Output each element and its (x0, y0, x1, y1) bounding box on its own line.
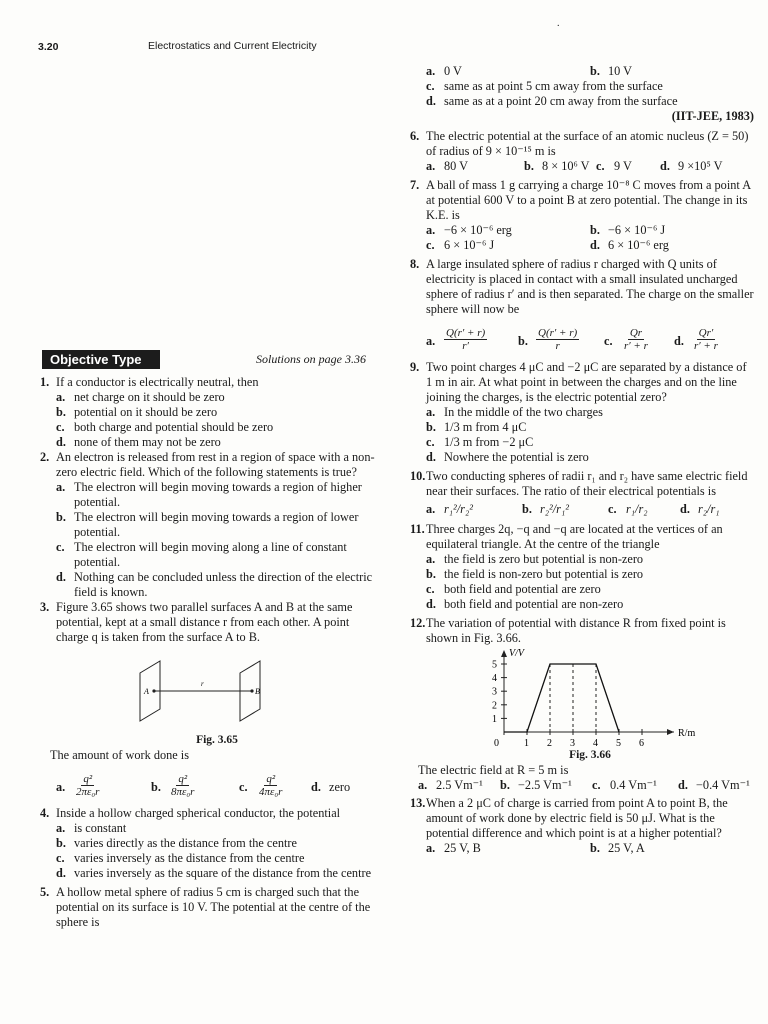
question-13 (412, 796, 754, 856)
option-d: d. both field and potential are non-zero (426, 597, 624, 611)
question-7 (412, 178, 754, 253)
option-a: a. 2.5 Vm⁻¹ (418, 778, 483, 792)
label-b: B (255, 687, 260, 696)
y-tick-label: 4 (492, 673, 497, 685)
option-d: d. same as at a point 20 cm away from the surface (426, 94, 678, 108)
option-c: c. The electron will begin moving along a line of constant potential. (56, 540, 347, 569)
option-b: b. potential on it should be zero (56, 405, 218, 419)
question-5 (42, 885, 378, 930)
question-8 (412, 257, 754, 352)
question-number: 11. (410, 522, 425, 536)
question-number: 4. (40, 806, 50, 820)
question-3 (42, 600, 378, 798)
label-a: A (144, 687, 149, 696)
options-grid (426, 223, 754, 253)
question-10 (412, 469, 754, 517)
question-2 (42, 450, 378, 600)
option-c: c. 6 × 10⁻⁶ J (426, 238, 495, 252)
question-text: Two point charges 4 μC and −2 μC are separated by a distance of 1 m in air. At what point in between the charges and on the line joining the charges, is the electric potential zero? (426, 360, 747, 404)
option-b: b. the field is non-zero but potential is zero (426, 567, 644, 581)
question-prompt: The electric field at R = 5 m is (418, 763, 569, 777)
page-number: 3.20 (38, 41, 59, 53)
option-d: d. none of them may not be zero (56, 435, 221, 449)
question-text: A large insulated sphere of radius r charged with Q units of electricity is placed in contact with a small insulated uncharged sphere of radius r′ and is then separated. The charge on the smaller sphere will now be (426, 257, 754, 316)
option-a: a. The electron will begin moving towards a region of higher potential. (56, 480, 362, 509)
question-number: 6. (410, 129, 420, 143)
question-11 (412, 522, 754, 612)
option-b: b. 1/3 m from 4 μC (426, 420, 527, 434)
exam-source: (IIT-JEE, 1983) (671, 109, 754, 123)
question-text: A hollow metal sphere of radius 5 cm is charged such that the potential on its surface is 10 V. The potential at the centre of the sphere is (56, 885, 371, 929)
y-tick-label: 3 (492, 686, 497, 698)
section-header (42, 350, 378, 369)
option-d: d. −0.4 Vm⁻¹ (678, 778, 750, 792)
option-b: b. −6 × 10⁻⁶ J (590, 223, 666, 237)
option-a: a. net charge on it should be zero (56, 390, 225, 404)
question-text: Inside a hollow charged spherical conductor, the potential (56, 806, 341, 820)
option-d: d. varies inversely as the square of the distance from the centre (56, 866, 372, 880)
question-number: 7. (410, 178, 420, 192)
x-tick-label: 3 (570, 738, 575, 748)
option-c: c. $\frac{\text{q²}}{\text{4πε₀r}}$ (239, 773, 283, 798)
options-row (412, 778, 754, 793)
x-axis-arrow (667, 729, 674, 735)
question-text: An electron is released from rest in a region of space with a non-zero electric field. Which of the following statements is true? (56, 450, 375, 479)
figure-caption: Fig. 3.65 (196, 734, 238, 746)
x-tick-label: 0 (494, 738, 499, 748)
question-number: 9. (410, 360, 420, 374)
option-b: b. 25 V, A (590, 841, 645, 855)
x-tick-label: 4 (593, 738, 598, 748)
question-5-options (412, 64, 754, 124)
figure-3-66 (426, 648, 754, 748)
running-title: Electrostatics and Current Electricity (148, 40, 317, 52)
question-text: The electric potential at the surface of an atomic nucleus (Z = 50) of radius of 9 × 10⁻¹⁵ m is (426, 129, 749, 158)
x-tick-label: 2 (547, 738, 552, 748)
option-a: a. 80 V (426, 159, 469, 173)
option-c: c. 0.4 Vm⁻¹ (592, 778, 657, 792)
option-a: a. In the middle of the two charges (426, 405, 603, 419)
option-a: a. r₁²/r₂² (426, 502, 473, 516)
option-a: a. −6 × 10⁻⁶ erg (426, 223, 512, 237)
option-b: b. varies directly as the distance from the centre (56, 836, 297, 850)
question-4 (42, 806, 378, 881)
question-number: 12. (410, 616, 426, 630)
question-prompt: The amount of work done is (50, 748, 189, 762)
question-text: Figure 3.65 shows two parallel surfaces A and B at the same potential, kept at a small distance r from each other. A point charge q is taken from the surface A to B. (56, 600, 353, 644)
question-text: A ball of mass 1 g carrying a charge 10⁻⁸ C moves from a point A at potential 600 V to a point B at zero potential. The change in its K.E. is (426, 178, 751, 222)
option-b: b. −2.5 Vm⁻¹ (500, 778, 572, 792)
option-b: b. 10 V (590, 64, 633, 78)
options-row (426, 159, 754, 174)
question-1 (42, 375, 378, 450)
question-number: 10. (410, 469, 426, 483)
option-d: d. Nowhere the potential is zero (426, 450, 589, 464)
question-number: 1. (40, 375, 50, 389)
option-b: b. $\frac{Q(r' + r)}{r}$ (518, 327, 578, 352)
option-c: c. 1/3 m from −2 μC (426, 435, 534, 449)
option-c: c. same as at point 5 cm away from the surface (426, 79, 663, 93)
option-a: a. is constant (56, 821, 127, 835)
question-text: The variation of potential with distance R from fixed point is shown in Fig. 3.66. (426, 616, 726, 645)
options-row (426, 327, 754, 352)
question-text: When a 2 μC of charge is carried from point A to point B, the amount of work done by electric field is 50 μJ. What is the potential difference and which point is at a higher potential? (426, 796, 728, 840)
question-number: 2. (40, 450, 50, 464)
stray-mark: . (557, 18, 560, 29)
option-a: a. 0 V (426, 64, 462, 78)
potential-distance-chart (426, 648, 746, 748)
question-number: 5. (40, 885, 50, 899)
y-tick-label: 2 (492, 700, 497, 712)
figure-caption: Fig. 3.66 (569, 749, 611, 761)
option-d: d. 9 ×10⁵ V (660, 159, 723, 173)
x-axis-label: R/m (678, 728, 696, 739)
question-text: If a conductor is electrically neutral, then (56, 375, 259, 389)
question-number: 13. (410, 796, 426, 810)
potential-line (504, 664, 619, 732)
options-grid (426, 841, 754, 856)
option-c: c. both field and potential are zero (426, 582, 601, 596)
option-d: d. $\frac{Qr'}{r' + r}$ (674, 327, 718, 352)
option-b: b. The electron will begin moving towards a region of lower potential. (56, 510, 359, 539)
option-b: b. $\frac{\text{q²}}{\text{8πε₀r}}$ (151, 773, 195, 798)
figure-3-65 (56, 651, 378, 733)
option-c: c. both charge and potential should be zero (56, 420, 274, 434)
x-tick-label: 1 (524, 738, 529, 748)
question-9 (412, 360, 754, 465)
x-tick-label: 5 (616, 738, 621, 748)
y-axis-label: V/V (509, 648, 524, 659)
question-12 (412, 616, 754, 793)
y-axis-arrow (501, 650, 507, 657)
right-column (412, 64, 754, 856)
question-number: 8. (410, 257, 420, 271)
section-label: Objective Type (42, 350, 160, 369)
option-c: c. r₁/r₂ (608, 502, 648, 516)
question-text: Two conducting spheres of radii r₁ and r₂ have same electric field near their surfaces. The ratio of their electrical potentials is (426, 469, 748, 498)
option-a: a. $\frac{\text{q²}}{\text{2πε₀r}}$ (56, 773, 100, 798)
solutions-reference: Solutions on page 3.36 (256, 352, 366, 366)
question-text: Three charges 2q, −q and −q are located at the vertices of an equilateral triangle. At the centre of the triangle (426, 522, 723, 551)
option-d: d. 6 × 10⁻⁶ erg (590, 238, 669, 252)
y-tick-label: 5 (492, 659, 497, 671)
left-column (42, 350, 378, 930)
option-a: a. 25 V, B (426, 841, 481, 855)
question-6 (412, 129, 754, 174)
option-c: c. $\frac{Qr}{r' + r}$ (604, 327, 648, 352)
option-a: a. the field is zero but potential is non-zero (426, 552, 644, 566)
option-a: a. $\frac{Q(r' + r)}{r'}$ (426, 327, 486, 352)
option-d: d. zero (311, 780, 351, 794)
option-b: b. r₂²/r₁² (522, 502, 569, 516)
option-d: d. r₂/r₁ (680, 502, 720, 516)
option-d: d. Nothing can be concluded unless the direction of the electric field is known. (56, 570, 373, 599)
options-row (56, 773, 378, 798)
parallel-surfaces-diagram (56, 651, 376, 733)
options-row (426, 502, 754, 517)
option-b: b. 8 × 10⁶ V (524, 159, 590, 173)
question-number: 3. (40, 600, 50, 614)
label-r: r (201, 680, 204, 688)
option-c: c. 9 V (596, 159, 632, 173)
y-tick-label: 1 (492, 713, 497, 725)
option-c: c. varies inversely as the distance from the centre (56, 851, 305, 865)
x-tick-label: 6 (639, 738, 644, 748)
